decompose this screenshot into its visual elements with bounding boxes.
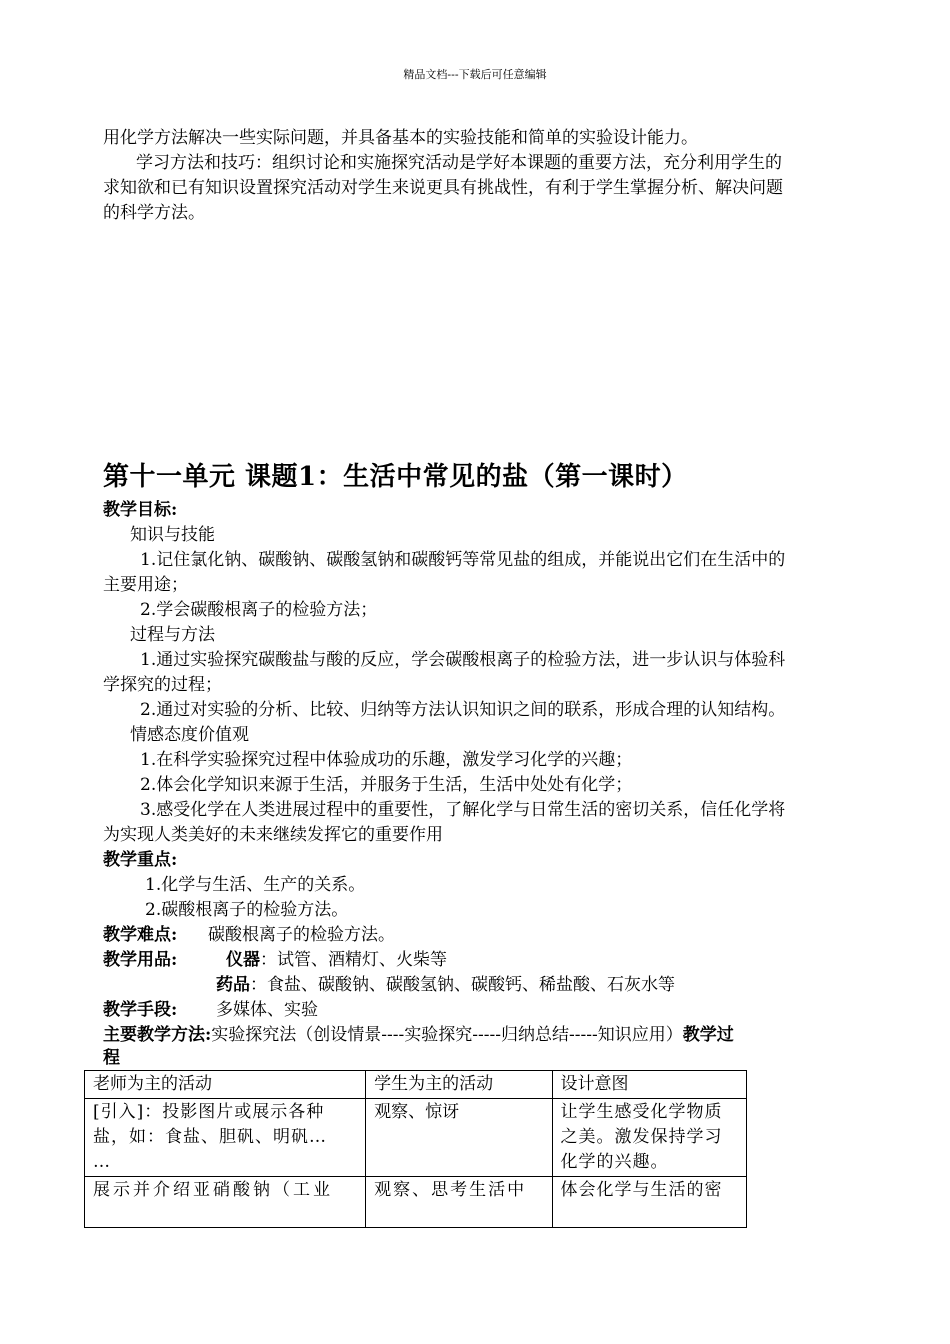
table-header-teacher: 老师为主的活动: [85, 1071, 366, 1099]
activity-table: [84, 1070, 747, 1228]
cell-line: 让学生感受化学物质: [560, 1102, 723, 1122]
table-header-row: [85, 1071, 747, 1099]
cell-line: 化学的兴趣。: [560, 1152, 669, 1172]
table-header-student: 学生为主的活动: [366, 1071, 552, 1099]
cell-line: …: [93, 1152, 111, 1172]
table-cell-teacher: [85, 1099, 366, 1177]
emotion-item-3a: 3.感受化学在人类进展过程中的重要性，了解化学与日常生活的密切关系，信任化学将: [140, 800, 786, 820]
table-cell-intent: 体会化学与生活的密: [552, 1177, 746, 1228]
knowledge-item-1a: 1.记住氯化钠、碳酸钠、碳酸氢钠和碳酸钙等常见盐的组成，并能说出它们在生活中的: [140, 550, 786, 570]
emotion-item-3b: 为实现人类美好的未来继续发挥它的重要作用: [103, 825, 443, 845]
table-cell-student: 观察、惊讶: [366, 1099, 552, 1177]
instruments-text: ：试管、酒精灯、火柴等: [260, 950, 447, 970]
page-header: 精品文档---下载后可任意编辑: [403, 68, 547, 81]
supplies-label: 教学用品:: [103, 950, 178, 970]
process-title-b: 程: [103, 1048, 120, 1068]
table-cell-intent: [552, 1099, 746, 1177]
table-cell-student: 观察、思考生活中: [366, 1177, 552, 1228]
emotion-item-2: 2.体会化学知识来源于生活，并服务于生活，生活中处处有化学；: [140, 775, 633, 795]
knowledge-item-2: 2.学会碳酸根离子的检验方法；: [140, 600, 378, 620]
instruments-label: 仪器: [226, 950, 260, 970]
cell-line: 盐，如：食盐、胆矾、明矾…: [93, 1127, 327, 1147]
difficulty-label: 教学难点:: [103, 925, 178, 945]
cell-line: [引入]：投影图片或展示各种: [93, 1102, 325, 1122]
difficulty-text: 碳酸根离子的检验方法。: [208, 925, 395, 945]
reagents-label: 药品: [216, 975, 250, 995]
cell-line: 之美。激发保持学习: [560, 1127, 723, 1147]
process-item-2: 2.通过对实验的分析、比较、归纳等方法认识知识之间的联系，形成合理的认知结构。: [140, 700, 786, 720]
objectives-label: 教学目标:: [103, 500, 178, 520]
method-line: [103, 1023, 734, 1048]
method-text: 实验探究法（创设情景----实验探究-----归纳总结-----知识应用）: [211, 1025, 683, 1045]
process-item-1a: 1.通过实验探究碳酸盐与酸的反应，学会碳酸根离子的检验方法，进一步认识与体验科: [140, 650, 786, 670]
reagents-text: ：食盐、碳酸钠、碳酸氢钠、碳酸钙、稀盐酸、石灰水等: [250, 975, 675, 995]
intro-line-1: 用化学方法解决一些实际问题，并具备基本的实验技能和简单的实验设计能力。: [103, 128, 698, 148]
instruments-line: [226, 948, 447, 973]
process-label: 过程与方法: [130, 625, 215, 645]
means-text: 多媒体、实验: [216, 1000, 318, 1020]
table-header-intent: 设计意图: [552, 1071, 746, 1099]
emotion-label: 情感态度价值观: [130, 725, 249, 745]
intro-line-4: 的科学方法。: [103, 203, 205, 223]
method-label: 主要教学方法:: [103, 1025, 212, 1045]
emotion-item-1: 1.在科学实验探究过程中体验成功的乐趣，激发学习化学的兴趣；: [140, 750, 633, 770]
table-row: [85, 1099, 747, 1177]
table-row: [85, 1177, 747, 1228]
reagents-line: [216, 973, 675, 998]
process-title-a: 教学过: [682, 1025, 734, 1045]
key-item-2: 2.碳酸根离子的检验方法。: [145, 900, 349, 920]
lesson-title: 第十一单元 课题1：生活中常见的盐（第一课时）: [103, 462, 688, 492]
process-item-1b: 学探究的过程；: [103, 675, 222, 695]
means-label: 教学手段:: [103, 1000, 178, 1020]
key-label: 教学重点:: [103, 850, 178, 870]
key-item-1: 1.化学与生活、生产的关系。: [145, 875, 366, 895]
table-cell-teacher: 展示并介绍亚硝酸钠（工业: [85, 1177, 366, 1228]
knowledge-item-1b: 主要用途；: [103, 575, 188, 595]
intro-line-2: 学习方法和技巧：组织讨论和实施探究活动是学好本课题的重要方法，充分利用学生的: [136, 153, 782, 173]
intro-line-3: 求知欲和已有知识设置探究活动对学生来说更具有挑战性，有利于学生掌握分析、解决问题: [103, 178, 783, 198]
knowledge-label: 知识与技能: [130, 525, 215, 545]
